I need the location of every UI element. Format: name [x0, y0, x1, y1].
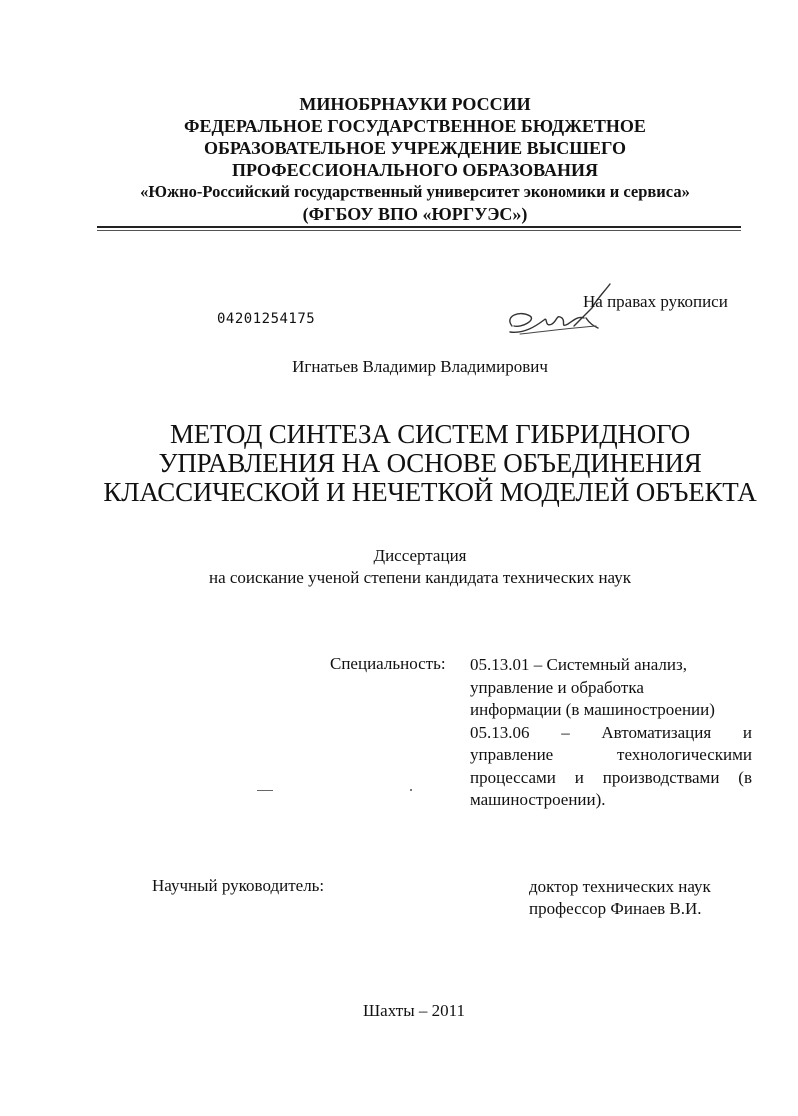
institution-line-1: ФЕДЕРАЛЬНОЕ ГОСУДАРСТВЕННОЕ БЮДЖЕТНОЕ — [184, 116, 646, 136]
specialty-label: Специальность: — [330, 654, 446, 673]
dissertation-degree: на соискание ученой степени кандидата технических наук — [208, 568, 631, 587]
specialty-line: управление технологическими — [470, 745, 752, 764]
advisor-name: профессор Финаев В.И. — [529, 899, 702, 918]
header-divider-thin — [97, 230, 741, 231]
institution-line-3: ПРОФЕССИОНАЛЬНОГО ОБРАЗОВАНИЯ — [232, 160, 598, 180]
institution-line-2: ОБРАЗОВАТЕЛЬНОЕ УЧРЕЖДЕНИЕ ВЫСШЕГО — [203, 138, 627, 158]
university-abbreviation: (ФГБОУ ВПО «ЮРГУЭС») — [302, 204, 528, 224]
document-code: 04201254175 — [217, 311, 316, 327]
scan-dot — [410, 789, 412, 791]
title-line-1: МЕТОД СИНТЕЗА СИСТЕМ ГИБРИДНОГО — [169, 419, 691, 449]
university-name: «Южно-Российский государственный университет экономики и сервиса» — [140, 182, 690, 201]
specialty-line: информации (в машиностроении) — [470, 700, 715, 719]
specialty-line: машиностроении). — [470, 790, 606, 809]
dissertation-type: Диссертация — [373, 546, 467, 565]
specialty-line: процессами и производствами (в — [470, 767, 752, 787]
institution-header — [90, 93, 740, 225]
scan-mark — [257, 790, 273, 791]
specialty-line: 05.13.01 – Системный анализ, — [470, 655, 687, 674]
specialty-text — [470, 654, 752, 812]
author-name: Игнатьев Владимир Владимирович — [292, 357, 548, 376]
city-year: Шахты – 2011 — [363, 1001, 465, 1020]
advisor-degree: доктор технических наук — [529, 877, 711, 896]
title-line-3: КЛАССИЧЕСКОЙ И НЕЧЕТКОЙ МОДЕЛЕЙ ОБЪЕКТА — [103, 477, 757, 507]
ministry-line: МИНОБРНАУКИ РОССИИ — [299, 94, 531, 114]
title-line-2: УПРАВЛЕНИЯ НА ОСНОВЕ ОБЪЕДИНЕНИЯ — [158, 448, 702, 478]
dissertation-info — [0, 545, 798, 589]
advisor-info — [529, 876, 711, 920]
dissertation-title — [100, 420, 760, 507]
specialty-line: управление и обработка — [470, 677, 644, 697]
specialty-line: 05.13.06 – Автоматизация и — [470, 722, 752, 742]
advisor-label: Научный руководитель: — [152, 876, 325, 895]
rights-note: На правах рукописи — [583, 292, 728, 311]
header-divider-thick — [97, 226, 741, 228]
